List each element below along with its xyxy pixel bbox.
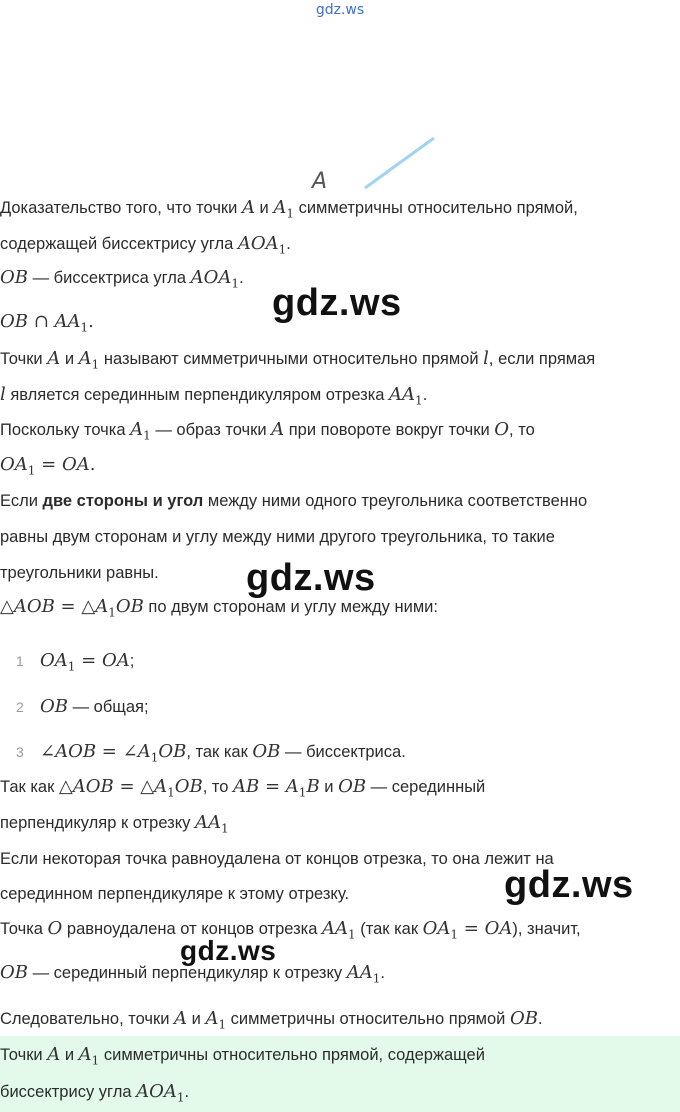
text: биссектрису угла bbox=[0, 1083, 137, 1101]
text: — общая; bbox=[67, 698, 149, 716]
math-A: A bbox=[241, 197, 255, 218]
text: содержащей биссектрису угла bbox=[0, 235, 238, 253]
text: . bbox=[239, 269, 244, 287]
text: Если bbox=[0, 492, 43, 510]
text-line bbox=[0, 349, 675, 375]
math-triangles-equal: △AOB = $\triangle A_1OB$ bbox=[58, 776, 203, 800]
text: . bbox=[286, 235, 291, 253]
watermark: gdz.ws bbox=[180, 935, 277, 966]
text-line bbox=[0, 597, 675, 623]
math-AA1: $AA_1$ bbox=[322, 918, 356, 942]
text-line: Если некоторая точка равноудалена от концов отрезка, то она лежит на bbox=[0, 850, 554, 868]
text: и bbox=[187, 1010, 206, 1028]
text: — биссектриса. bbox=[280, 743, 406, 761]
text: при повороте вокруг точки bbox=[284, 421, 495, 439]
text-line bbox=[0, 777, 675, 803]
conclusion-line bbox=[0, 1082, 675, 1108]
math-OB: OB bbox=[40, 696, 68, 717]
text: симметричны относительно прямой, содержащей bbox=[99, 1046, 485, 1064]
text-line: равны двум сторонам и углу между ними другого треугольника, то такие bbox=[0, 528, 555, 546]
math-OA1-eq-OA: $OA_1$ = OA bbox=[40, 650, 130, 674]
math-A1: $A_1$ bbox=[78, 1044, 100, 1068]
text: — серединный перпендикуляр к отрезку bbox=[27, 964, 347, 982]
text: по двум сторонам и углу между ними: bbox=[143, 598, 438, 616]
math-A1: $A_1$ bbox=[78, 348, 100, 372]
text: является серединным перпендикуляром отрезка bbox=[5, 386, 390, 404]
text-line: треугольники равны. bbox=[0, 564, 159, 582]
text: Точки bbox=[0, 350, 48, 368]
list-item bbox=[16, 697, 149, 717]
math-OA1-eq-OA: $OA_1$ = OA. bbox=[0, 454, 96, 478]
math-OB: OB bbox=[0, 962, 28, 983]
text: . bbox=[537, 1010, 543, 1028]
text: — биссектриса угла bbox=[27, 269, 191, 287]
math-OA1-eq-OA: $OA_1$ = OA bbox=[422, 918, 513, 942]
math-OB: OB bbox=[252, 741, 281, 762]
text-line bbox=[0, 813, 675, 839]
text: Доказательство того, что точки bbox=[0, 199, 242, 217]
math-A1: $A_1$ bbox=[205, 1008, 227, 1032]
math-OB: OB bbox=[0, 267, 28, 288]
text-line bbox=[0, 234, 675, 260]
text: и bbox=[60, 1046, 79, 1064]
math-AA1: $AA_1$ bbox=[389, 384, 423, 408]
list-number: 3 bbox=[16, 744, 24, 760]
text: равноудалена от концов отрезка bbox=[62, 920, 323, 938]
text: симметричны относительно прямой bbox=[226, 1010, 510, 1028]
text: Так как bbox=[0, 778, 59, 796]
text: называют симметричными относительно прямой bbox=[99, 350, 484, 368]
text: — серединный bbox=[366, 778, 486, 796]
text: , то bbox=[202, 778, 234, 796]
site-header[interactable]: gdz.ws bbox=[315, 2, 365, 18]
text: симметричны относительно прямой, bbox=[293, 199, 578, 217]
watermark: gdz.ws bbox=[504, 864, 634, 906]
text: ), значит, bbox=[512, 920, 581, 938]
bold-term: две стороны и угол bbox=[42, 492, 204, 510]
text: (так как bbox=[355, 920, 423, 938]
figure-partial bbox=[300, 130, 450, 192]
text-line bbox=[0, 198, 675, 224]
text-line: серединном перпендикуляре к этому отрезку. bbox=[0, 885, 350, 903]
list-item bbox=[16, 742, 406, 768]
math-A1: $A_1$ bbox=[273, 197, 294, 221]
watermark: gdz.ws bbox=[272, 282, 402, 324]
math-A: A bbox=[174, 1008, 188, 1029]
figure-vertex-label: A bbox=[312, 169, 328, 192]
math-l: l bbox=[0, 384, 6, 405]
math-O: O bbox=[47, 918, 63, 939]
math-triangles-equal: △AOB = $\triangle A_1OB$ bbox=[0, 596, 144, 620]
math-l: l bbox=[483, 348, 489, 369]
figure-line bbox=[365, 138, 434, 188]
text: между ними одного треугольника соответственно bbox=[203, 492, 588, 510]
text: Поскольку точка bbox=[0, 421, 131, 439]
text-line bbox=[0, 919, 675, 945]
text: , то bbox=[509, 421, 535, 439]
math-AA1: $AA_1$ bbox=[346, 962, 381, 986]
math-AOA1: $AOA_1$ bbox=[190, 267, 240, 291]
text: , так как bbox=[186, 743, 253, 761]
math-AOA1: $AOA_1$ bbox=[136, 1081, 185, 1105]
text: и bbox=[254, 199, 274, 217]
text: , если прямая bbox=[488, 350, 596, 368]
math-OB: OB bbox=[509, 1008, 538, 1029]
text: . bbox=[184, 1083, 190, 1101]
text: Следовательно, точки bbox=[0, 1010, 175, 1028]
text-line bbox=[0, 420, 675, 446]
math-A1: $A_1$ bbox=[130, 419, 151, 443]
text: и bbox=[60, 350, 79, 368]
text: . bbox=[380, 964, 385, 982]
text: ; bbox=[129, 652, 135, 670]
text: и bbox=[319, 778, 339, 796]
math-OB: OB bbox=[338, 776, 367, 797]
conclusion-line bbox=[0, 1045, 675, 1071]
math-OB-cap-AA1: OB ∩ $AA_1$. bbox=[0, 311, 94, 335]
watermark: gdz.ws bbox=[246, 557, 376, 599]
list-number: 1 bbox=[16, 653, 24, 669]
text: Точка bbox=[0, 920, 48, 938]
text: — образ точки bbox=[150, 421, 272, 439]
math-angles-equal: ∠AOB = $\angle A_1OB$ bbox=[40, 741, 187, 765]
math-AA1: $AA_1$ bbox=[194, 812, 229, 836]
text: перпендикуляр к отрезку bbox=[0, 814, 195, 832]
math-AOA1: $AOA_1$ bbox=[237, 233, 287, 257]
text: Точки bbox=[0, 1046, 48, 1064]
list-number: 2 bbox=[16, 699, 24, 715]
text-line bbox=[0, 1009, 675, 1035]
math-A: A bbox=[271, 419, 285, 440]
math-O: O bbox=[494, 419, 510, 440]
math-A: A bbox=[47, 1044, 61, 1065]
text-line bbox=[0, 963, 675, 989]
text-line bbox=[0, 385, 675, 411]
text: . bbox=[422, 386, 428, 404]
list-item bbox=[16, 651, 134, 677]
text-line bbox=[0, 491, 675, 511]
math-A: A bbox=[47, 348, 61, 369]
text-line bbox=[0, 455, 675, 481]
math-AB-eq-A1B: AB = $A_1B$ bbox=[233, 776, 320, 800]
